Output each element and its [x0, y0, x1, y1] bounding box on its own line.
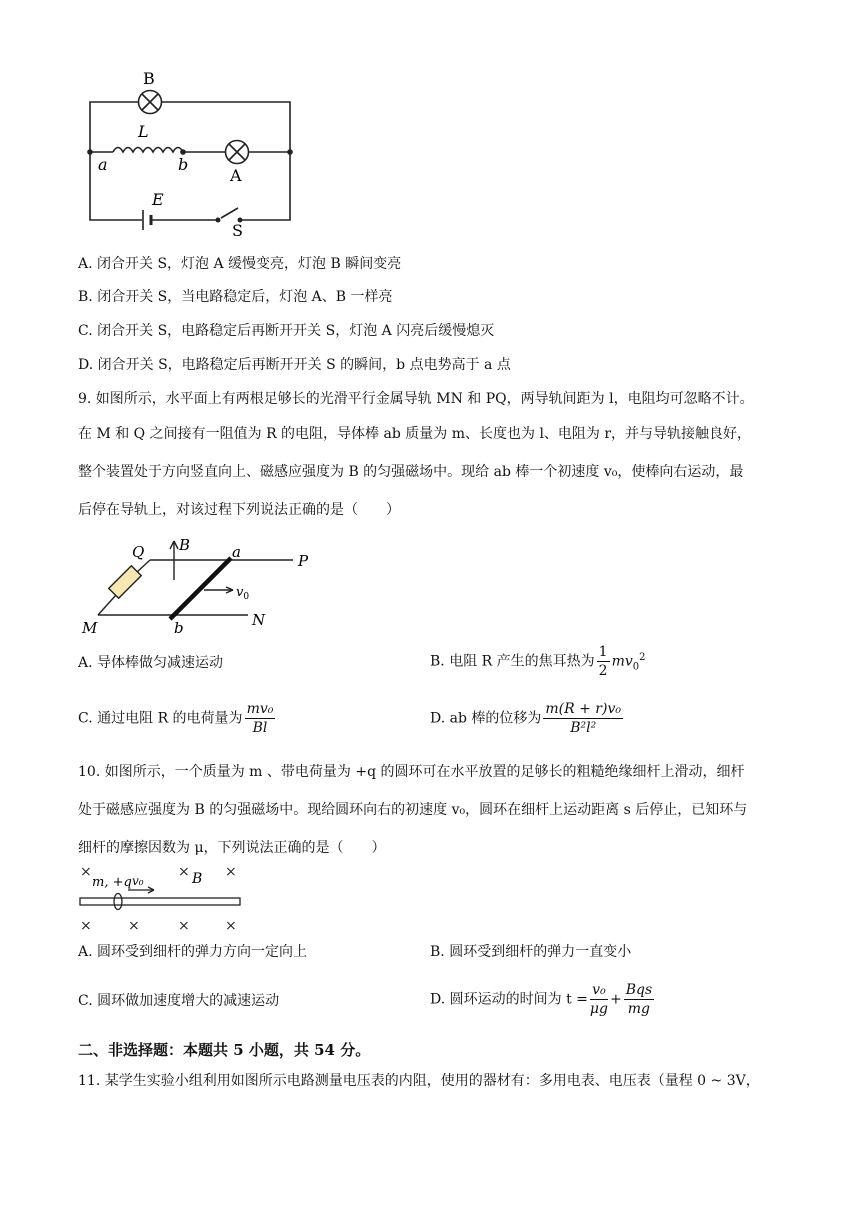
p-label: P: [298, 552, 309, 570]
emf-label: E: [152, 190, 164, 209]
switch-label: S: [232, 221, 243, 240]
q10-stem-line2: 处于磁感应强度为 B 的匀强磁场中。现给圆环向右的初速度 v₀，圆环在细杆上运动距离 s 后停止，已知环与: [78, 802, 748, 818]
cross-mark: ×: [80, 918, 92, 934]
v0-label: v₀: [132, 874, 144, 888]
b-field-label: B: [179, 536, 191, 554]
q9-option-b: B. 电阻 R 产生的焦耳热为 $\frac{1}{2}$ $mv_0^2$: [430, 644, 646, 679]
q8-option-b: B. 闭合开关 S，当电路稳定后，灯泡 A、B 一样亮: [78, 289, 393, 305]
cross-mark: ×: [225, 918, 237, 934]
q10-stem-line3: 细杆的摩擦因数为 μ，下列说法正确的是（ ）: [78, 840, 386, 856]
cross-mark: ×: [80, 864, 92, 880]
q11-stem-line1: 11. 某学生实验小组利用如图所示电路测量电压表的内阻，使用的器材有：多用电表、电压表（量程 0 ~ 3V，: [78, 1073, 760, 1089]
q10-stem-line1: 10. 如图所示，一个质量为 m 、带电荷量为 +q 的圆环可在水平放置的足够长的粗糙绝缘细杆上滑动，细杆: [78, 764, 745, 780]
q8-option-c: C. 闭合开关 S，电路稳定后再断开开关 S，灯泡 A 闪亮后缓慢熄灭: [78, 323, 495, 339]
ring-rod-figure: [78, 862, 248, 934]
a-label: a: [232, 543, 241, 561]
q9-option-c: C. 通过电阻 R 的电荷量为 $\frac{\text{mv₀}}{Bl}$: [78, 701, 274, 736]
lamp-a-label: A: [230, 166, 242, 185]
q10-option-a: A. 圆环受到细杆的弹力方向一定向上: [78, 944, 308, 960]
q9-option-a: A. 导体棒做匀减速运动: [78, 655, 224, 671]
cross-mark: ×: [178, 864, 190, 880]
q8-option-d: D. 闭合开关 S，电路稳定后再断开开关 S 的瞬间，b 点电势高于 a 点: [78, 357, 511, 373]
q8-option-a: A. 闭合开关 S，灯泡 A 缓慢变亮，灯泡 B 瞬间变亮: [78, 256, 402, 272]
b-point-label: b: [174, 619, 184, 637]
mass-charge-label: m, +q: [92, 875, 132, 890]
section-heading: 二、非选择题：本题共 5 小题，共 54 分。: [78, 1041, 371, 1059]
m-label: M: [82, 619, 98, 637]
q9-stem-line3: 整个装置处于方向竖直向上、磁感应强度为 B 的匀强磁场中。现给 ab 棒一个初速度 v₀，使棒向右运动，最: [78, 464, 744, 480]
q10-option-d: D. 圆环运动的时间为 t = $\frac{\text{v₀}}{\mu g}$ + $\frac{\text{Bqs}}{mg}$: [430, 982, 653, 1017]
v0-label: $v_0$: [236, 585, 250, 602]
q10-option-b: B. 圆环受到细杆的弹力一直变小: [430, 944, 632, 960]
q-label: Q: [132, 543, 145, 561]
point-b-label: b: [178, 155, 189, 174]
q9-stem-line1: 9. 如图所示，水平面上有两根足够长的光滑平行金属导轨 MN 和 PQ，两导轨间距为 l，电阻均可忽略不计。: [78, 391, 754, 407]
circuit-figure: [80, 65, 310, 240]
b-field-label: B: [192, 871, 203, 887]
q9-stem-line2: 在 M 和 Q 之间接有一阻值为 R 的电阻，导体棒 ab 质量为 m、长度也为 l、电阻为 r，并与导轨接触良好，: [78, 426, 752, 442]
q10-option-c: C. 圆环做加速度增大的减速运动: [78, 993, 280, 1009]
cross-mark: ×: [178, 918, 190, 934]
rail-figure: [78, 533, 328, 638]
q9-option-d: D. ab 棒的位移为 $\frac{\text{m(R + r)v₀}}{\text{B²l²}}$: [430, 701, 621, 736]
cross-mark: ×: [225, 864, 237, 880]
n-label: N: [252, 611, 266, 629]
point-a-label: a: [98, 155, 108, 174]
cross-mark: ×: [128, 918, 140, 934]
inductor-label: L: [138, 122, 149, 141]
q9-stem-line4: 后停在导轨上，对该过程下列说法正确的是（ ）: [78, 502, 400, 518]
lamp-b-label: B: [143, 69, 155, 88]
